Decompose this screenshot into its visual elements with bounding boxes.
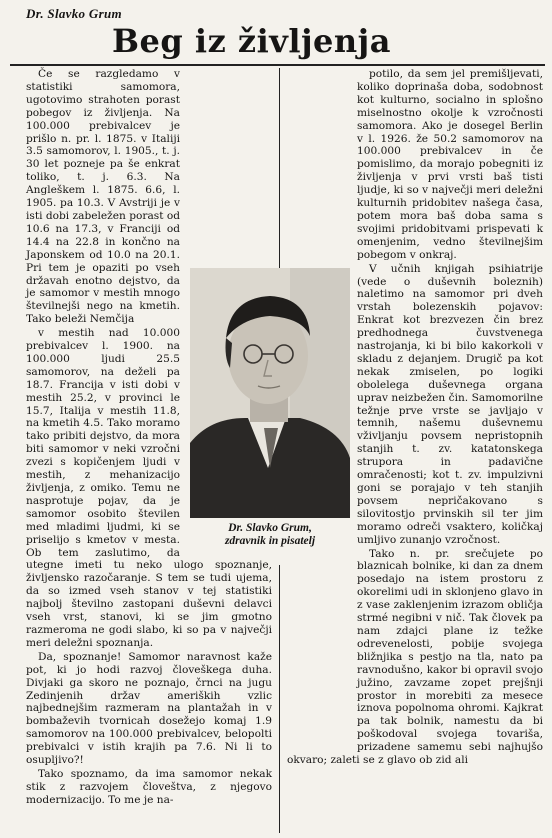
portrait-image bbox=[190, 268, 350, 518]
header-rule bbox=[10, 64, 545, 66]
photo-caption bbox=[190, 522, 350, 548]
paragraph: Tako spoznamo, da ima samomor nekak stik z razvojem človeštva, z njegovo modernizacijo. To me je na- bbox=[26, 767, 272, 806]
paragraph: Tako n. pr. srečujete po blaznicah bolnike, ki dan za dnem posedajo na istem prostoru z okorelimi udi in sklonjeno glavo in z vase zaklenjenim izrazom obličja strmé negibni v nič. Tak človek pa nam zdajci plane iz težke odrevenelosti, pobije svojega bližnjika s pestjo na tla, nato pa ravnodušno, kakor bi opravil svojo južino, zavzame zopet prejšnji prostor in morebiti za mesece iznova popolnoma ohromi. Kajkrat pa tak bolnik, namestu da bi poškodoval svojega tovariša, prizadene samemu sebi najhujšo okvaro; zaleti se z glavo ob zid ali bbox=[287, 547, 543, 767]
author-byline: Dr. Slavko Grum bbox=[26, 6, 122, 21]
caption-role: zdravnik in pisatelj bbox=[224, 535, 316, 547]
author-portrait-photo bbox=[190, 268, 350, 518]
article-headline: Beg iz življenja bbox=[112, 22, 391, 60]
paragraph: V učnih knjigah psihiatrije (vede o duševnih boleznih) naletimo na samomor pri dveh vrstah bolezenskih pojavov: Enkrat kot brezvezen čin brez predhodnega čuvstvenega nastrojanja, ki bi bilo kakorkoli v skladu z dejanjem. Drugič pa kot nekak zmiselen, po logiki obolelega duševnega organa uprav neizbežen čin. Samomorilne težnje prve vrste se javljajo v temnih, našemu duševnemu vživljanju povsem nepristopnih stanjih t. zv. katatonskega strupora in padavične omračenosti; kot t. zv. impulzivni goni se porajajo v teh stanjih povsem nepričakovano s silovitostjo prvinskih sil ter jim moramo odreči vsaktero, količkaj umljivo zunanjo vzročnost. bbox=[357, 262, 543, 546]
caption-name: Dr. Slavko Grum, bbox=[228, 522, 312, 534]
column-divider bbox=[279, 68, 280, 268]
paragraph: v mestih nad 10.000 prebivalcev l. 1900. na 100.000 ljudi 25.5 samomorov, na deželi pa 18.7. Francija v isti dobi v mestih 25.2, v provinci le 15.7, Italija v mestih 11.8, na kmetih 4.5. Tako moramo tako pribiti dejstvo, da mora biti samomor v neki vzročni zvezi s kopičenjem ljudi v mestih, z mehanizacijo življenja, z omiko. Temu ne nasprotuje pojav, da je samomor osobito številen med mladimi ljudmi, ki se priselijo s kmetov v mesta. Ob tem zaslutimo, da utegne imeti tu neko ulogo spoznanje, življensko razočaranje. S tem se tudi ujema, da so izmed vseh stanov v tej statistiki najbolj številno zastopani duševni delavci vseh vrst, stanovi, ki se jim gmotno razmeroma ne godi slabo, ki so pa v največji meri deležni spoznanja. bbox=[26, 327, 272, 649]
paragraph: Da, spoznanje! Samomor naravnost kaže pot, ki jo hodi razvoj človeškega duha. Divjaki ga skoro ne poznajo, črnci na jugu Zedinjenih držav ameriških vzlic najbednejšim razmeram na plantažah in v bombaževih tvornicah dosežejo komaj 1.9 samomorov na 100.000 prebivalcev, belopolti prebivalci v istih krajih pa 7.6. Ni li to osupljivo?! bbox=[26, 650, 272, 767]
paragraph: Če se razgledamo v statistiki samomora, ugotovimo strahoten porast pobegov iz življenja. Na 100.000 prebivalcev je prišlo n. pr. l. 1875. v Italiji 3.5 samomorov, l. 1905., t. j. 30 let pozneje pa še enkrat toliko, t. j. 6.3. Na Angleškem l. 1875. 6.6, l. 1905. pa 10.3. V Avstriji je v isti dobi zabeležen porast od 10.6 na 17.3, v Franciji od 14.4 na 22.8 in končno na Japonskem od 10.0 na 20.1. Pri tem je opaziti po vseh državah enotno dejstvo, da je samomor v mestih mnogo številnejši nego na kmetih. Tako beleži Nemčija bbox=[26, 68, 180, 326]
paragraph: potilo, da sem jel premišljevati, koliko doprinaša doba, sodobnost kot kulturno, socialno in splošno miselnostno okolje k vzročnosti samomora. Ako je dosegel Berlin v l. 1926. že 50.2 samomorov na 100.000 prebivalcev in če pomislimo, da morajo pobegniti iz življenja v prvi vrsti baš tisti ljudje, ki so v največji meri deležni kulturnih pridobitev našega časa, potem mora baš doba sama s svojimi pridobitvami prispevati k omenjenim, vedno številnejšim pobegom v onkraj. bbox=[357, 68, 543, 261]
column-divider-lower bbox=[279, 565, 280, 833]
